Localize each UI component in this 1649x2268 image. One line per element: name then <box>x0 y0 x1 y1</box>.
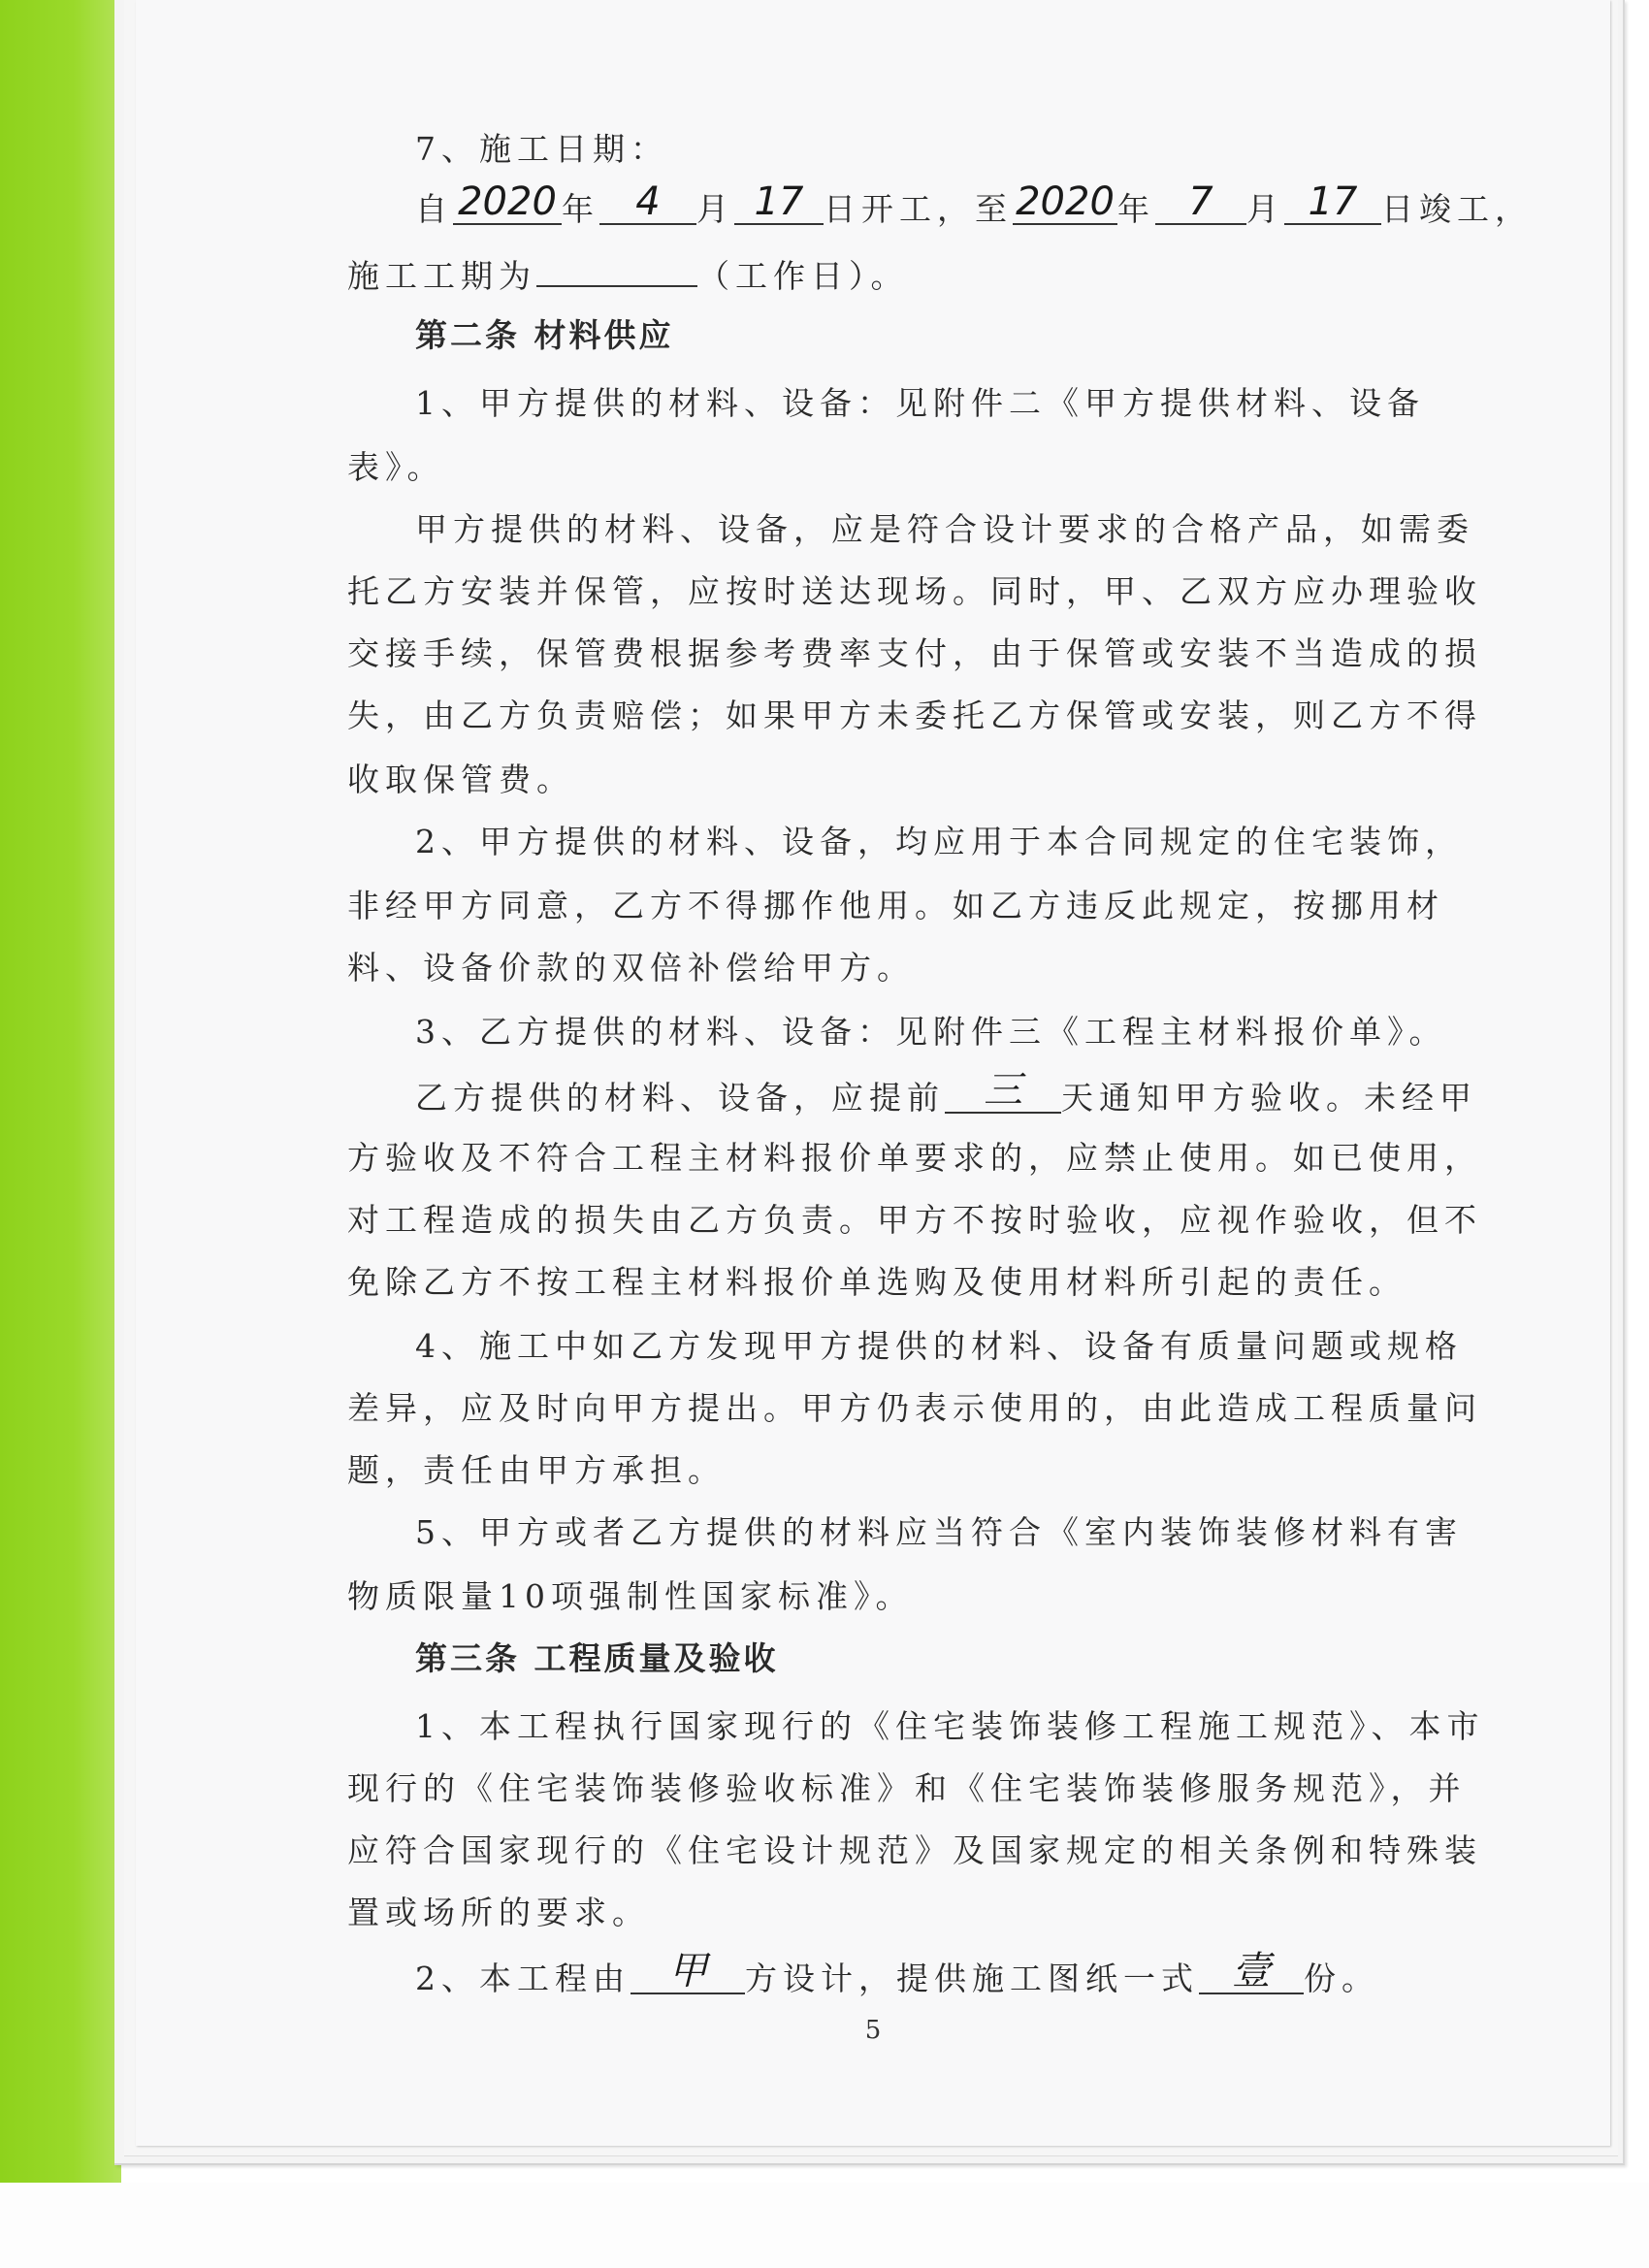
drawing-copies-field: 壹 <box>1199 1958 1304 1994</box>
article-2-p3-line: 2、甲方提供的材料、设备，均应用于本合同规定的住宅装饰， <box>415 823 1463 860</box>
article-2-p6-line: 差异，应及时向甲方提出。甲方仍表示使用的，由此造成工程质量问 <box>347 1389 1482 1427</box>
article-2-heading: 第二条 材料供应 <box>415 316 674 354</box>
article-2-p5-line: 免除乙方不按工程主材料报价单选购及使用材料所引起的责任。 <box>347 1263 1406 1301</box>
clause-7-title: 7、施工日期： <box>415 130 668 168</box>
article-3-p1-line: 1、本工程执行国家现行的《住宅装饰装修工程施工规范》、本市 <box>415 1707 1485 1745</box>
article-2-p1-line: 1、甲方提供的材料、设备：见附件二《甲方提供材料、设备 <box>415 384 1425 422</box>
end-month-field: 7 <box>1155 188 1246 225</box>
article-3-p2-line: 2、本工程由 甲 方设计，提供施工图纸一式 壹 份。 <box>415 1949 1379 1997</box>
start-month-field: 4 <box>599 188 696 225</box>
end-year-field: 2020 <box>1013 188 1117 225</box>
article-2-p6-line: 4、施工中如乙方发现甲方提供的材料、设备有质量问题或规格 <box>415 1327 1463 1365</box>
article-2-p2-line: 收取保管费。 <box>347 761 574 798</box>
article-2-p3-line: 非经甲方同意，乙方不得挪作他用。如乙方违反此规定，按挪用材 <box>347 887 1444 924</box>
construction-period-line: 施工工期为 （工作日）。 <box>347 250 1649 296</box>
article-2-p2-line: 失，由乙方负责赔偿；如果甲方未委托乙方保管或安装，则乙方不得 <box>347 697 1482 734</box>
article-3-heading: 第三条 工程质量及验收 <box>415 1639 779 1677</box>
article-2-p2-line: 托乙方安装并保管，应按时送达现场。同时，甲、乙双方应办理验收 <box>347 572 1482 610</box>
article-3-p1-line: 现行的《住宅装饰装修验收标准》和《住宅装饰装修服务规范》，并 <box>347 1769 1467 1807</box>
page-number: 5 <box>864 2016 882 2045</box>
article-2-p5-line: 对工程造成的损失由乙方负责。甲方不按时验收，应视作验收，但不 <box>347 1201 1482 1239</box>
article-2-p5-line: 乙方提供的材料、设备，应提前 三 天通知甲方验收。未经甲 <box>415 1068 1477 1117</box>
article-2-p7-line: 物质限量10项强制性国家标准》。 <box>347 1577 914 1615</box>
end-day-field: 17 <box>1284 188 1381 225</box>
article-2-p5-line: 方验收及不符合工程主材料报价单要求的，应禁止使用。如已使用， <box>347 1139 1482 1177</box>
article-2-p1-line: 表》。 <box>347 448 445 486</box>
construction-dates-line: 自 2020 年 4 月 17 日开工，至2020年 7 月 17 日竣工， <box>415 179 1533 228</box>
designer-party-field: 甲 <box>630 1958 745 1994</box>
article-3-p1-line: 置或场所的要求。 <box>347 1894 650 1931</box>
article-2-p6-line: 题，责任由甲方承担。 <box>347 1451 726 1489</box>
article-2-p7-line: 5、甲方或者乙方提供的材料应当符合《室内装饰装修材料有害 <box>415 1513 1463 1551</box>
article-2-p3-line: 料、设备价款的双倍补偿给甲方。 <box>347 949 915 987</box>
contract-page <box>136 0 1610 2146</box>
notice-days-field: 三 <box>945 1077 1061 1114</box>
article-2-p2-line: 甲方提供的材料、设备，应是符合设计要求的合格产品，如需委 <box>415 510 1474 548</box>
article-2-p2-line: 交接手续，保管费根据参考费率支付，由于保管或安装不当造成的损 <box>347 634 1482 672</box>
article-2-p4-line: 3、乙方提供的材料、设备：见附件三《工程主材料报价单》。 <box>415 1013 1447 1051</box>
start-day-field: 17 <box>734 188 824 225</box>
green-folder-edge <box>0 0 121 2183</box>
start-year-field: 2020 <box>453 188 562 225</box>
scan-background <box>0 2183 1649 2268</box>
period-field <box>536 250 697 287</box>
article-3-p1-line: 应符合国家现行的《住宅设计规范》及国家规定的相关条例和特殊装 <box>347 1831 1482 1869</box>
